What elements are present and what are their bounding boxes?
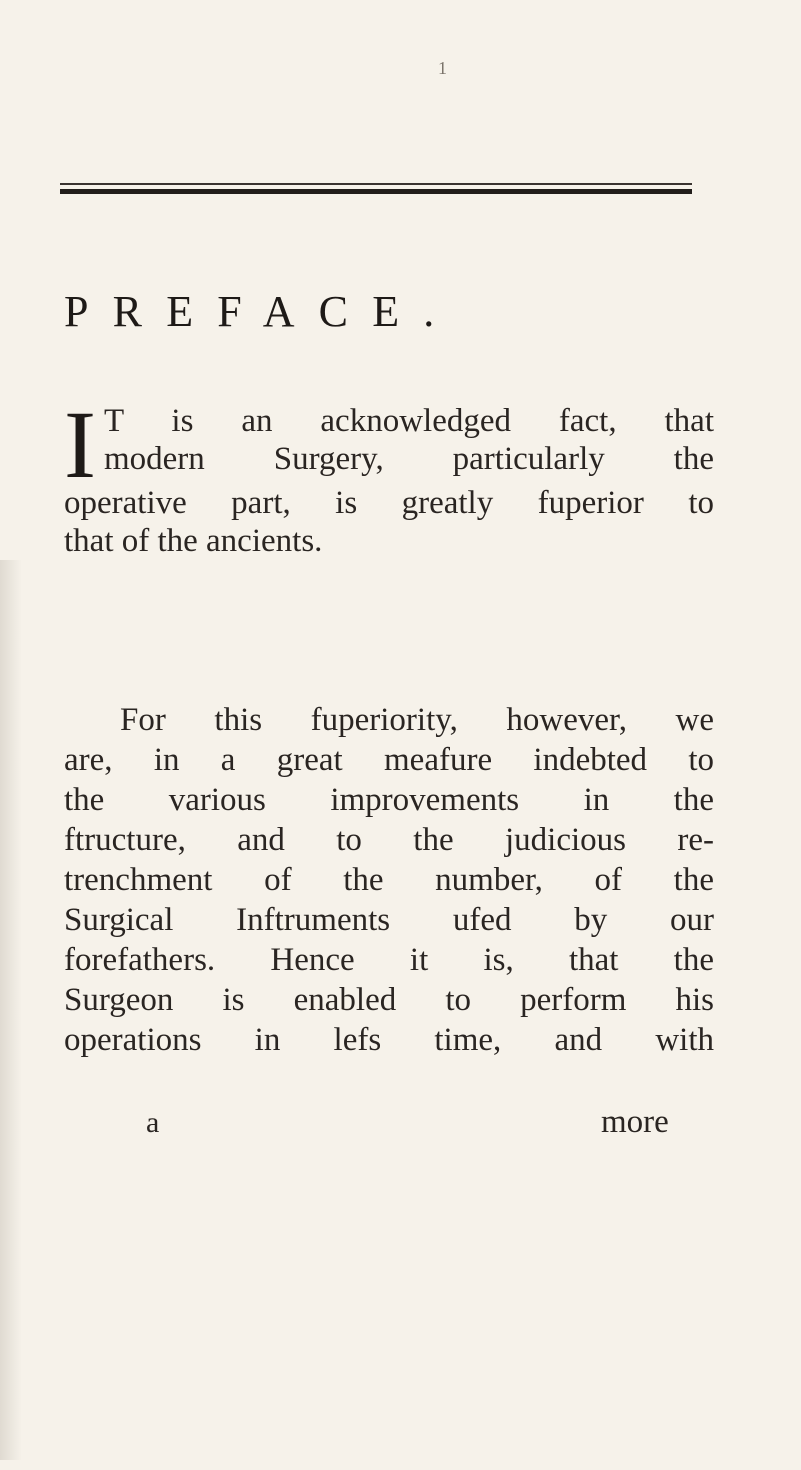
paragraph-line: the various improvements in the bbox=[64, 782, 714, 818]
catchword: more bbox=[601, 1104, 669, 1140]
paragraph-2 bbox=[64, 700, 714, 1060]
drop-cap: I bbox=[64, 391, 96, 498]
preface-heading: PREFACE. bbox=[64, 287, 459, 336]
paragraph-line: forefathers. Hence it is, that the bbox=[64, 942, 714, 978]
paragraph-line: Surgeon is enabled to perform his bbox=[64, 982, 714, 1018]
signature-mark: a bbox=[146, 1106, 160, 1139]
page-number: 1 bbox=[438, 58, 447, 78]
paragraph-1 bbox=[64, 391, 714, 560]
paragraph-line: ftructure, and to the judicious re- bbox=[64, 822, 714, 858]
paragraph-line: T is an acknowledged fact, that bbox=[103, 403, 714, 439]
header-rule-thin bbox=[60, 183, 692, 185]
paragraph-line: Surgical Inftruments ufed by our bbox=[64, 902, 714, 938]
paragraph-line: are, in a great meafure indebted to bbox=[64, 742, 714, 778]
paragraph-line: operations in lefs time, and with bbox=[64, 1022, 714, 1058]
paragraph-line: operative part, is greatly fuperior to bbox=[64, 485, 714, 521]
paragraph-line: modern Surgery, particularly the bbox=[103, 441, 714, 477]
header-rule-thick bbox=[60, 189, 692, 194]
paragraph-line: trenchment of the number, of the bbox=[64, 862, 714, 898]
paragraph-line: For this fuperiority, however, we bbox=[120, 702, 714, 738]
paragraph-line: that of the ancients. bbox=[64, 523, 323, 559]
page-edge-shadow bbox=[0, 560, 22, 1460]
